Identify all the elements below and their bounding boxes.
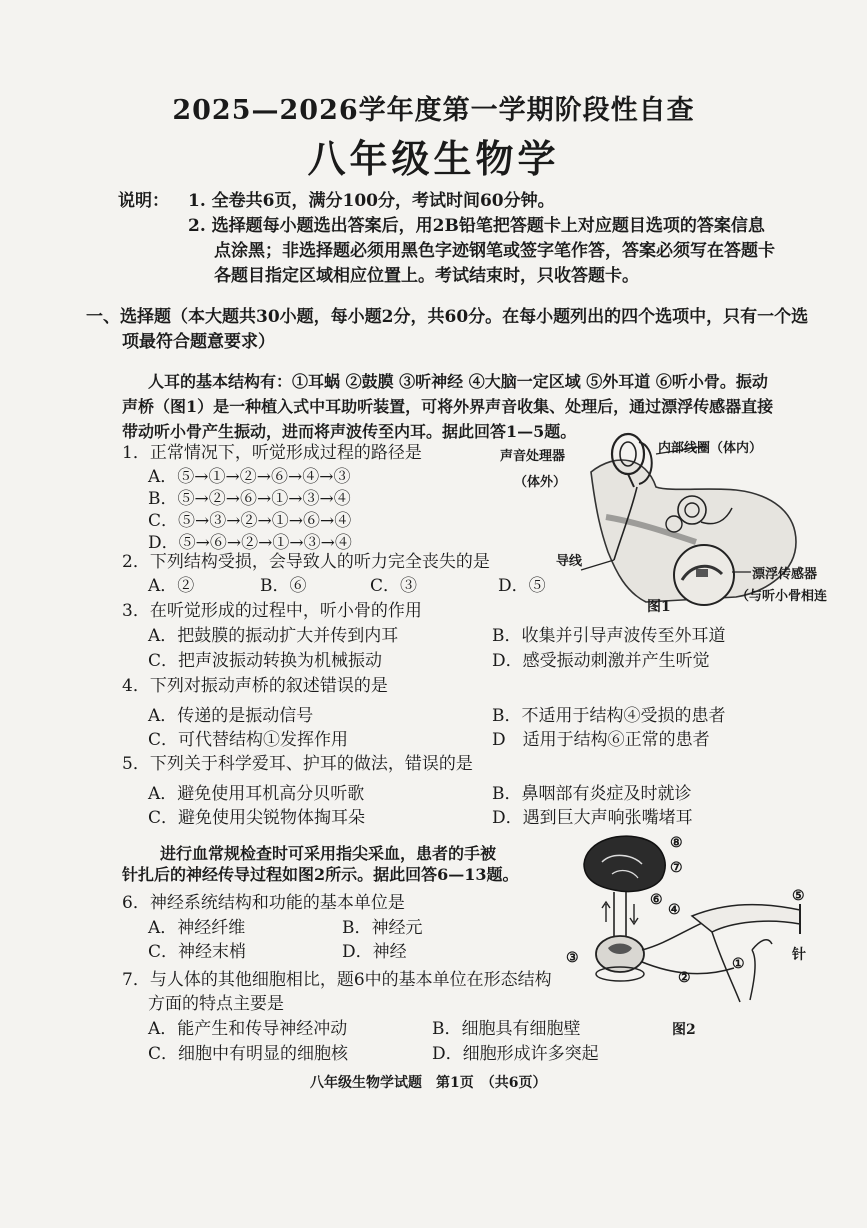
reflex-arc-diagram bbox=[562, 832, 824, 1022]
q6-option-b: B．神经元 bbox=[342, 918, 423, 938]
q1-option-b: B．⑤→②→⑥→①→③→④ bbox=[148, 489, 351, 509]
fig2-marker-5: ⑤ bbox=[792, 888, 805, 904]
note-line-4: 各题目指定区域相应位置上。考试结束时，只收答题卡。 bbox=[214, 266, 639, 286]
q7-option-b: B．细胞具有细胞壁 bbox=[432, 1019, 581, 1039]
fig2-marker-7: ⑦ bbox=[670, 860, 683, 876]
figure-2 bbox=[562, 832, 824, 1022]
q2-option-b: B．⑥ bbox=[260, 576, 307, 596]
fig2-needle-label: 针 bbox=[792, 947, 806, 963]
fig1-label-processor: 声音处理器 bbox=[500, 449, 566, 464]
page-footer: 八年级生物学试题 第1页 （共6页） bbox=[310, 1075, 547, 1091]
q2-option-d: D．⑤ bbox=[498, 576, 546, 596]
fig1-label-sensor-note: （与听小骨相连 bbox=[736, 589, 828, 604]
fig1-label-internal-coil: 内部线圈（体内） bbox=[658, 441, 763, 456]
q7-option-c: C．细胞中有明显的细胞核 bbox=[148, 1044, 349, 1064]
q4-option-d: D 适用于结构⑥正常的患者 bbox=[492, 730, 710, 750]
question-4: 4．下列对振动声桥的叙述错误的是 bbox=[122, 676, 388, 696]
question-2: 2．下列结构受损，会导致人的听力完全丧失的是 bbox=[122, 552, 490, 572]
notes-label: 说明： bbox=[118, 191, 169, 211]
question-7-cont: 方面的特点主要是 bbox=[148, 994, 284, 1014]
intro1-line1: 人耳的基本结构有：①耳蜗 ②鼓膜 ③听神经 ④大脑一定区域 ⑤外耳道 ⑥听小骨。振动 bbox=[148, 372, 768, 391]
question-1: 1．正常情况下，听觉形成过程的路径是 bbox=[122, 443, 422, 463]
note-line-1: 1. 全卷共6页，满分100分，考试时间60分钟。 bbox=[188, 191, 555, 211]
q1-option-c: C．⑤→③→②→①→⑥→④ bbox=[148, 511, 352, 531]
q2-option-c: C．③ bbox=[370, 576, 418, 596]
question-3: 3．在听觉形成的过程中，听小骨的作用 bbox=[122, 601, 422, 621]
exam-title: 2025—2026学年度第一学期阶段性自查 bbox=[172, 95, 695, 126]
fig2-marker-3: ③ bbox=[566, 950, 579, 966]
fig2-marker-8: ⑧ bbox=[670, 835, 683, 851]
question-7: 7．与人体的其他细胞相比，题6中的基本单位在形态结构 bbox=[122, 970, 552, 990]
q6-option-c: C．神经末梢 bbox=[148, 942, 247, 962]
section-heading: 一、选择题（本大题共30小题，每小题2分，共60分。在每小题列出的四个选项中，只有一个选 bbox=[86, 307, 809, 327]
q1-option-d: D．⑤→⑥→②→①→③→④ bbox=[148, 533, 352, 553]
section-heading-cont: 项最符合题意要求） bbox=[122, 332, 275, 352]
q3-option-b: B．收集并引导声波传至外耳道 bbox=[492, 626, 726, 646]
intro1-line3: 带动听小骨产生振动，进而将声波传至内耳。据此回答1—5题。 bbox=[122, 422, 577, 441]
q7-option-a: A．能产生和传导神经冲动 bbox=[148, 1019, 348, 1039]
fig2-marker-6: ⑥ bbox=[650, 892, 663, 908]
q1-option-a: A．⑤→①→②→⑥→④→③ bbox=[148, 467, 351, 487]
q3-option-c: C．把声波振动转换为机械振动 bbox=[148, 651, 383, 671]
intro1-line2: 声桥（图1）是一种植入式中耳助听装置，可将外界声音收集、处理后，通过漂浮传感器直接 bbox=[122, 397, 774, 416]
fig2-marker-1: ① bbox=[732, 956, 745, 972]
q4-option-a: A．传递的是振动信号 bbox=[148, 706, 314, 726]
q4-option-c: C．可代替结构①发挥作用 bbox=[148, 730, 349, 750]
q5-option-c: C．避免使用尖锐物体掏耳朵 bbox=[148, 808, 366, 828]
q3-option-d: D．感受振动刺激并产生听觉 bbox=[492, 651, 710, 671]
q2-option-a: A．② bbox=[148, 576, 195, 596]
q5-option-d: D．遇到巨大声响张嘴堵耳 bbox=[492, 808, 693, 828]
subject-title: 八年级生物学 bbox=[307, 136, 560, 181]
q6-option-a: A．神经纤维 bbox=[148, 918, 246, 938]
fig1-label-sensor: 漂浮传感器 bbox=[752, 567, 818, 582]
q4-option-b: B．不适用于结构④受损的患者 bbox=[492, 706, 726, 726]
fig1-label-external: （体外） bbox=[514, 475, 567, 490]
fig2-marker-4: ④ bbox=[668, 902, 681, 918]
q3-option-a: A．把鼓膜的振动扩大并传到内耳 bbox=[148, 626, 399, 646]
q7-option-d: D．细胞形成许多突起 bbox=[432, 1044, 599, 1064]
question-5: 5．下列关于科学爱耳、护耳的做法，错误的是 bbox=[122, 754, 473, 774]
figure-1 bbox=[496, 432, 861, 617]
figure-1-caption: 图1 bbox=[647, 599, 671, 615]
figure-2-caption: 图2 bbox=[672, 1022, 696, 1038]
question-6: 6．神经系统结构和功能的基本单位是 bbox=[122, 893, 405, 913]
q6-option-d: D．神经 bbox=[342, 942, 407, 962]
note-line-3: 点涂黑；非选择题必须用黑色字迹钢笔或签字笔作答，答案必须写在答题卡 bbox=[214, 241, 775, 261]
q5-option-a: A．避免使用耳机高分贝听歌 bbox=[148, 784, 365, 804]
fig1-label-wire: 导线 bbox=[556, 554, 583, 569]
note-line-2: 2. 选择题每小题选出答案后，用2B铅笔把答题卡上对应题目选项的答案信息 bbox=[188, 216, 765, 236]
intro2-line2: 针扎后的神经传导过程如图2所示。据此回答6—13题。 bbox=[122, 865, 519, 884]
fig2-marker-2: ② bbox=[678, 970, 691, 986]
q5-option-b: B．鼻咽部有炎症及时就诊 bbox=[492, 784, 692, 804]
intro2-line1: 进行血常规检查时可采用指尖采血，患者的手被 bbox=[160, 844, 497, 863]
